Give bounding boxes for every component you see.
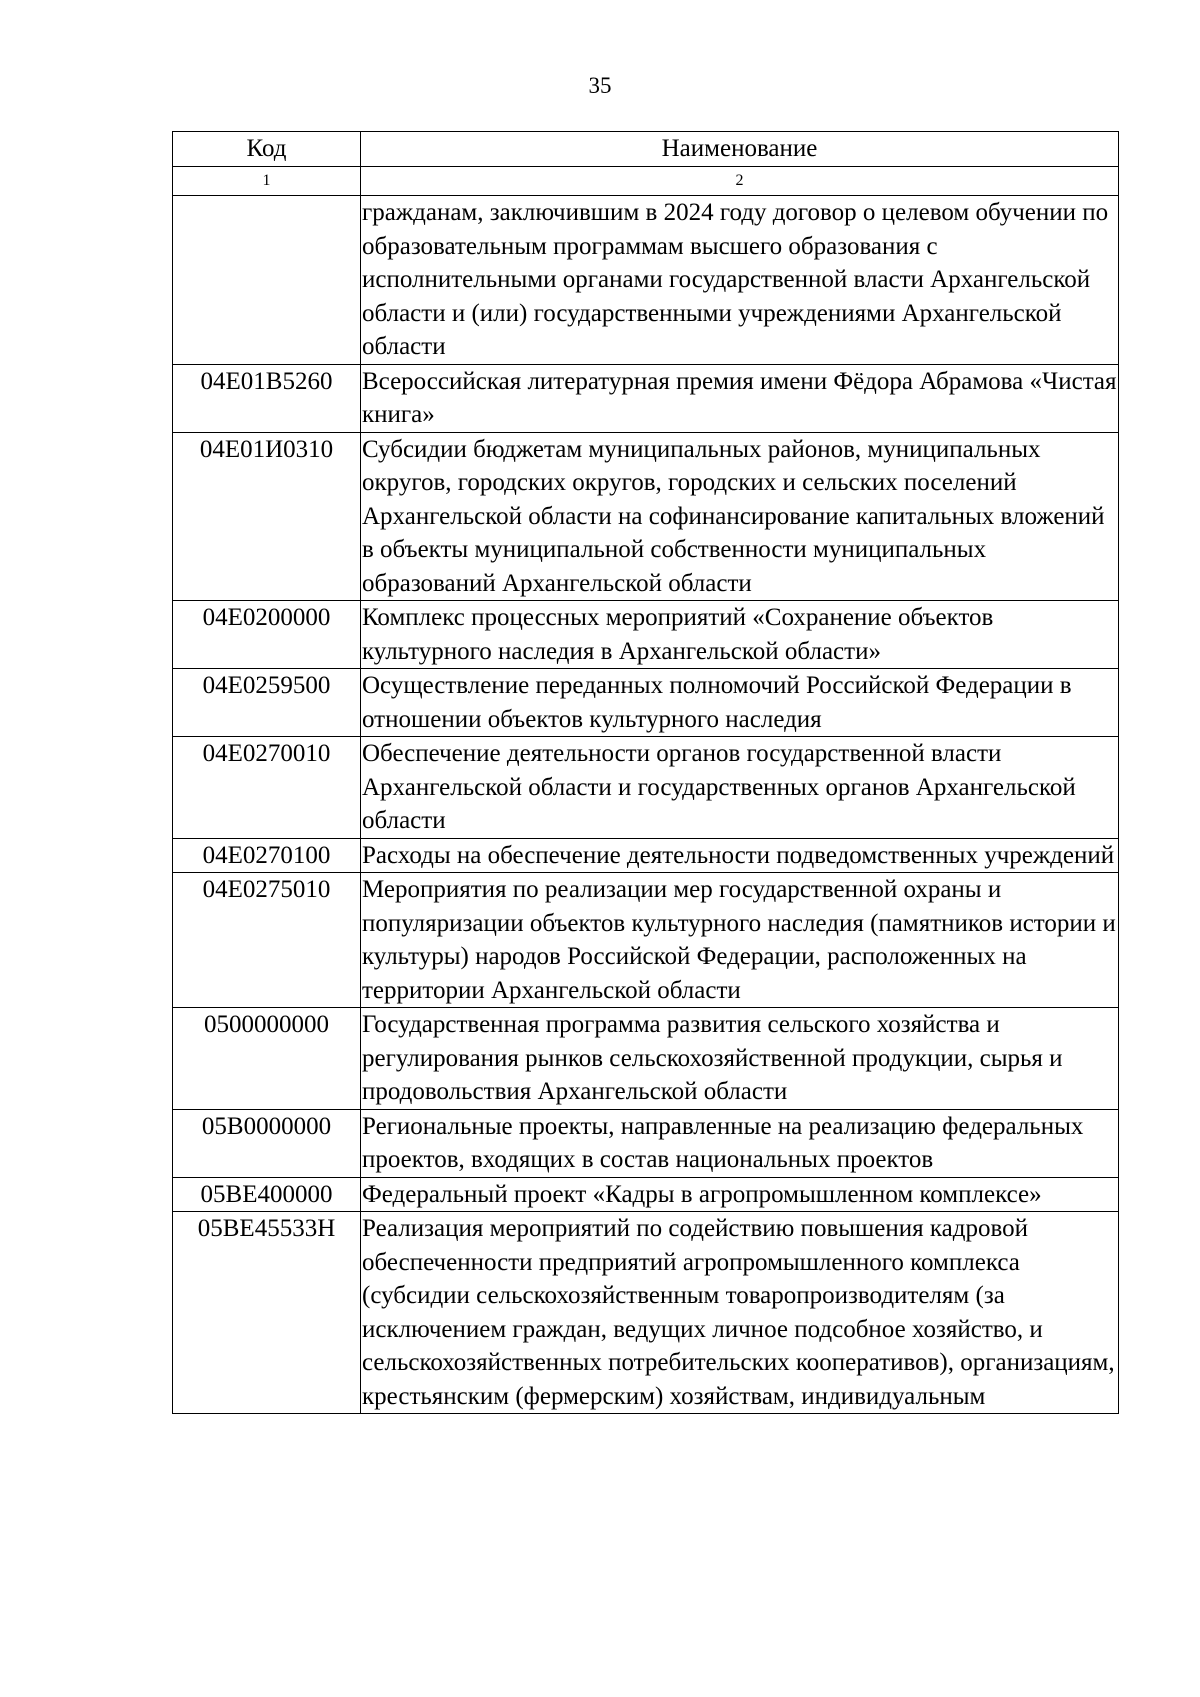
- name-cell: Государственная программа развития сельского хозяйства и регулирования рынков сельскохозяйственной продукции, сырья и продовольствия Архангельской области: [361, 1008, 1119, 1110]
- name-cell: Мероприятия по реализации мер государственной охраны и популяризации объектов культурного наследия (памятников истории и культуры) народов Российской Федерации, расположенных на территории Архангельской области: [361, 873, 1119, 1008]
- header-row: [173, 132, 1119, 167]
- table-row: [173, 1212, 1119, 1414]
- column-number-name: 2: [361, 167, 1119, 196]
- code-cell: 04Е0275010: [173, 873, 361, 1008]
- name-cell: Федеральный проект «Кадры в агропромышленном комплексе»: [361, 1177, 1119, 1212]
- name-cell: Всероссийская литературная премия имени Фёдора Абрамова «Чистая книга»: [361, 364, 1119, 432]
- table-row: [173, 737, 1119, 839]
- code-cell: 04Е0270100: [173, 838, 361, 873]
- code-cell: 04Е01В5260: [173, 364, 361, 432]
- table-row: [173, 873, 1119, 1008]
- table-row: [173, 669, 1119, 737]
- code-cell: 0500000000: [173, 1008, 361, 1110]
- name-cell: Региональные проекты, направленные на реализацию федеральных проектов, входящих в состав национальных проектов: [361, 1109, 1119, 1177]
- name-cell: Расходы на обеспечение деятельности подведомственных учреждений: [361, 838, 1119, 873]
- page-number: 35: [588, 73, 612, 98]
- header-code: Код: [173, 132, 361, 167]
- code-cell: 05ВЕ400000: [173, 1177, 361, 1212]
- column-number-code: 1: [173, 167, 361, 196]
- budget-code-table: [172, 131, 1119, 1414]
- code-cell: 05ВЕ45533Н: [173, 1212, 361, 1414]
- column-number-row: [173, 167, 1119, 196]
- table-row: [173, 601, 1119, 669]
- table-row: [173, 432, 1119, 601]
- name-cell: Реализация мероприятий по содействию повышения кадровой обеспеченности предприятий агропромышленного комплекса (субсидии сельскохозяйственным товаропроизводителям (за исключением граждан, ведущих личное подсобное хозяйство, и сельскохозяйственных потребительских кооперативов), организациям, крестьянским (фермерским) хозяйствам, индивидуальным: [361, 1212, 1119, 1414]
- header-name: Наименование: [361, 132, 1119, 167]
- code-cell: 04Е0200000: [173, 601, 361, 669]
- name-cell: Комплекс процессных мероприятий «Сохранение объектов культурного наследия в Архангельской области»: [361, 601, 1119, 669]
- name-cell: гражданам, заключившим в 2024 году договор о целевом обучении по образовательным программам высшего образования с исполнительными органами государственной власти Архангельской области и (или) государственными учреждениями Архангельской области: [361, 196, 1119, 365]
- code-cell: 04Е0270010: [173, 737, 361, 839]
- code-cell: 04Е01И0310: [173, 432, 361, 601]
- name-cell: Осуществление переданных полномочий Российской Федерации в отношении объектов культурного наследия: [361, 669, 1119, 737]
- table-row: [173, 1008, 1119, 1110]
- code-cell: 05В0000000: [173, 1109, 361, 1177]
- table-row: [173, 364, 1119, 432]
- code-cell: 04Е0259500: [173, 669, 361, 737]
- table-row: [173, 1109, 1119, 1177]
- table-row: [173, 1177, 1119, 1212]
- name-cell: Субсидии бюджетам муниципальных районов, муниципальных округов, городских округов, городских и сельских поселений Архангельской области на софинансирование капитальных вложений в объекты муниципальной собственности муниципальных образований Архангельской области: [361, 432, 1119, 601]
- table-row: [173, 196, 1119, 365]
- code-cell: [173, 196, 361, 365]
- name-cell: Обеспечение деятельности органов государственной власти Архангельской области и государственных органов Архангельской области: [361, 737, 1119, 839]
- table-row: [173, 838, 1119, 873]
